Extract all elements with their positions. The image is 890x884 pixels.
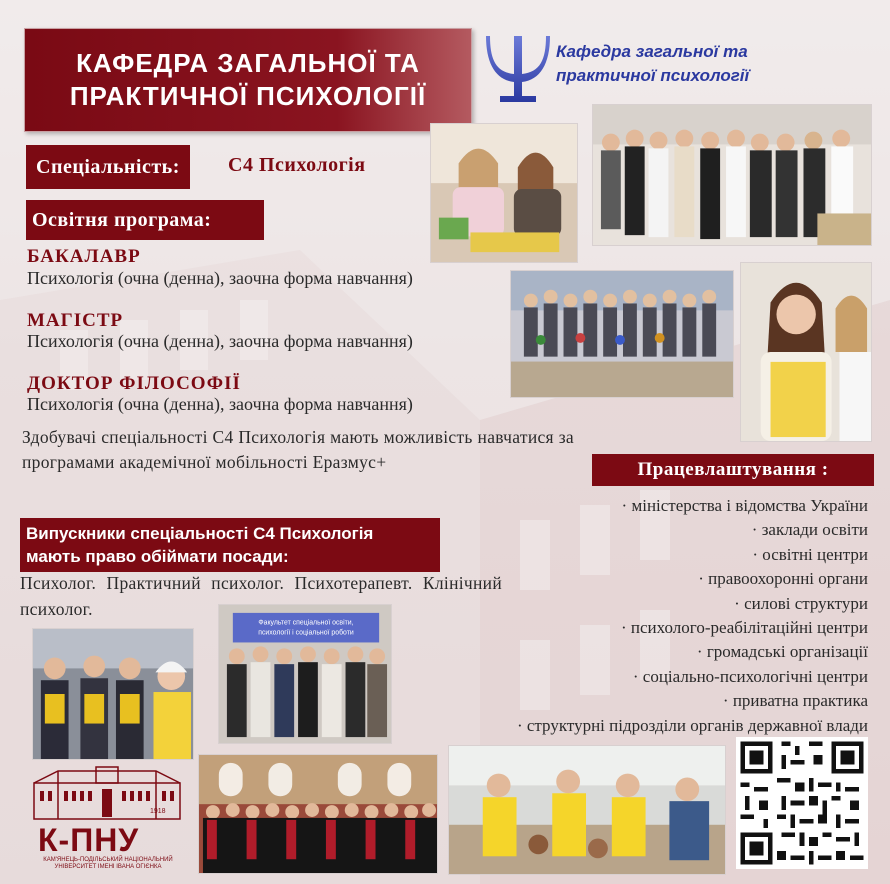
employment-item: · міністерства і відомства України	[621, 496, 868, 515]
photo-staff-group	[592, 104, 872, 246]
program-label: Освітня програма:	[26, 200, 264, 240]
graduate-positions: Психолог. Практичний психолог. Психотерапевт. Клінічний психолог.	[20, 573, 502, 619]
photo-students-bowling	[510, 270, 734, 398]
logo-text-line-2: практичної психології	[556, 66, 750, 85]
banner-text-line-2: психології і соціальної роботи	[258, 629, 354, 637]
level-master-title: МАГІСТР	[27, 310, 124, 331]
banner-text-line-1: Факультет спеціальної освіти,	[258, 619, 354, 627]
university-name-line-1: КАМ'ЯНЕЦЬ-ПОДІЛЬСЬКИЙ НАЦІОНАЛЬНИЙ	[43, 857, 173, 863]
university-name-line-2: УНІВЕРСИТЕТ ІМЕНІ ІВАНА ОГІЄНКА	[54, 864, 162, 870]
photo-volunteers-yellow	[32, 628, 194, 760]
qr-code[interactable]	[736, 737, 868, 869]
employment-item: · правоохоронні органи	[698, 569, 868, 589]
employment-label: Працевлаштування :	[592, 454, 874, 486]
employment-item: · заклади освіти	[751, 520, 868, 540]
university-abbreviation: К-ПНУ	[38, 822, 140, 858]
employment-item: · освітні центри	[752, 544, 868, 564]
employment-item: · структурні підрозділи органів державної влади	[516, 715, 868, 735]
photo-faculty-banner-group	[218, 604, 392, 744]
employment-item: · соціально-психологічні центри	[632, 666, 868, 686]
level-phd-title: ДОКТОР ФІЛОСОФІЇ	[27, 373, 241, 394]
photo-students-reading	[430, 123, 578, 263]
level-bachelor-title: БАКАЛАВР	[27, 246, 141, 267]
photo-student-with-book	[740, 262, 872, 442]
qr-code-icon	[736, 737, 868, 869]
page-title	[24, 28, 472, 132]
erasmus-text: Здобувачі спеціальності С4 Психологія мають можливість навчатися за програмами академічної мобільності Еразмус+	[22, 427, 574, 472]
specialty-label: Спеціальність:	[26, 145, 190, 189]
graduates-label	[20, 518, 440, 572]
photo-graduates-gowns	[198, 754, 438, 874]
university-full-name	[30, 857, 186, 871]
graduates-label-line-2: мають право обіймати посади:	[26, 547, 289, 566]
logo-text	[556, 40, 806, 88]
psi-icon	[478, 30, 558, 110]
photo-classroom-activity	[448, 745, 726, 875]
level-master-desc: Психологія (очна (денна), заочна форма навчання)	[27, 331, 413, 351]
employment-item: · силові структури	[734, 593, 868, 613]
employment-item: · приватна практика	[722, 691, 868, 711]
graduates-label-line-1: Випускники спеціальності С4 Психологія	[26, 524, 374, 543]
title-line-2: ПРАКТИЧНОЇ ПСИХОЛОГІЇ	[69, 81, 427, 111]
university-founding-year: 1918	[150, 808, 166, 815]
specialty-value: С4 Психологія	[228, 154, 366, 176]
employment-item: · громадські організації	[696, 642, 868, 662]
logo-text-line-1: Кафедра загальної та	[556, 42, 748, 61]
level-bachelor-desc: Психологія (очна (денна), заочна форма навчання)	[27, 268, 413, 288]
level-phd-desc: Психологія (очна (денна), заочна форма навчання)	[27, 394, 413, 414]
employment-item: · психолого-реабілітаційні центри	[621, 618, 868, 638]
title-line-1: КАФЕДРА ЗАГАЛЬНОЇ ТА	[76, 48, 420, 78]
employment-list	[428, 494, 868, 738]
